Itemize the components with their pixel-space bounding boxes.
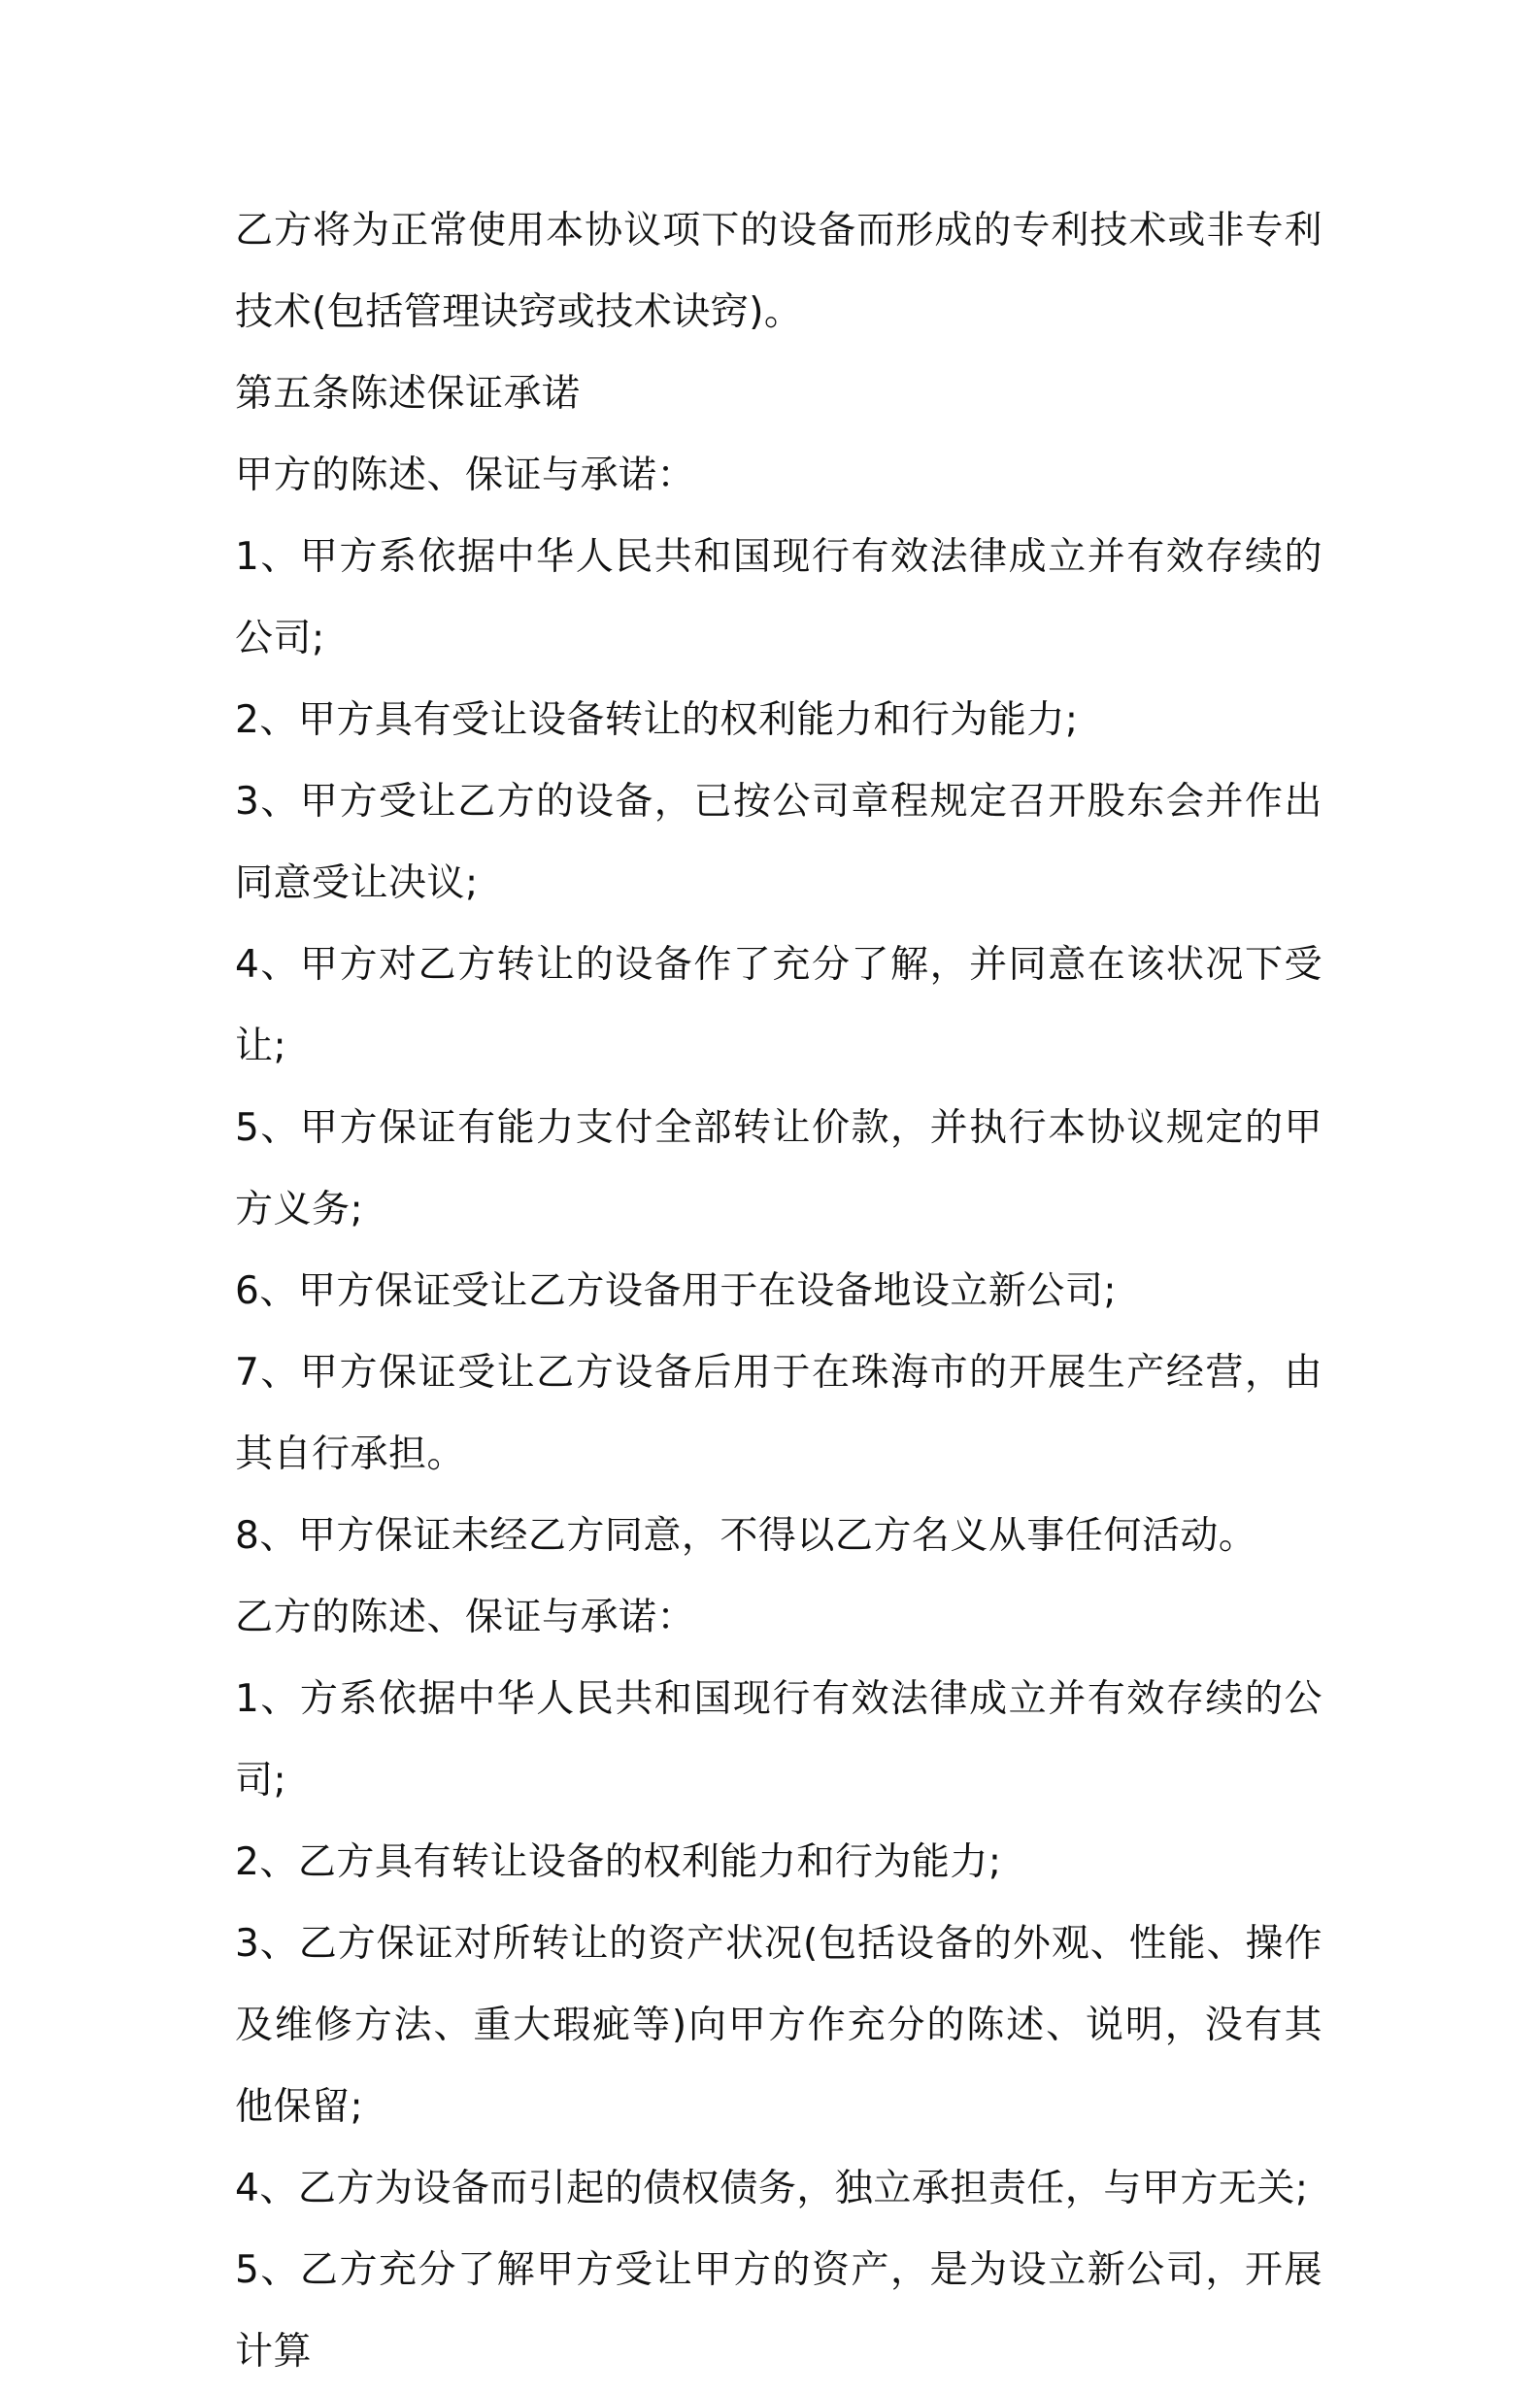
party-a-item-4: 4、甲方对乙方转让的设备作了充分了解，并同意在该状况下受让; <box>235 943 1322 1068</box>
party-b-representations-heading: 乙方的陈述、保证与承诺： <box>235 1596 696 1639</box>
party-b-item-4: 4、乙方为设备而引起的债权债务，独立承担责任，与甲方无关; <box>235 2167 1309 2210</box>
party-b-item-1: 1、方系依据中华人民共和国现行有效法律成立并有效存续的公司; <box>235 1677 1322 1803</box>
party-a-item-3: 3、甲方受让乙方的设备，已按公司章程规定召开股东会并作出同意受让决议; <box>235 780 1322 905</box>
party-a-item-8: 8、甲方保证未经乙方同意，不得以乙方名义从事任何活动。 <box>235 1514 1257 1558</box>
party-a-item-7: 7、甲方保证受让乙方设备后用于在珠海市的开展生产经营，由其自行承担。 <box>235 1351 1322 1476</box>
party-b-item-3: 3、乙方保证对所转让的资产状况(包括设备的外观、性能、操作及维修方法、重大瑕疵等)向甲方作充分的陈述、说明，没有其他保留; <box>235 1922 1322 2129</box>
paragraph-patent-technology: 乙方将为正常使用本协议项下的设备而形成的专利技术或非专利技术(包括管理诀窍或技术诀窍)。 <box>235 209 1322 334</box>
party-b-item-5: 5、乙方充分了解甲方受让甲方的资产，是为设立新公司，开展计算 <box>235 2248 1322 2374</box>
party-a-item-6: 6、甲方保证受让乙方设备用于在设备地设立新公司; <box>235 1269 1117 1313</box>
party-b-item-2: 2、乙方具有转让设备的权利能力和行为能力; <box>235 1840 1002 1884</box>
document-body <box>235 190 1322 2393</box>
section-heading-article-5: 第五条陈述保证承诺 <box>235 372 581 416</box>
party-a-item-2: 2、甲方具有受让设备转让的权利能力和行为能力; <box>235 698 1079 742</box>
party-a-representations-heading: 甲方的陈述、保证与承诺： <box>235 454 696 497</box>
party-a-item-1: 1、甲方系依据中华人民共和国现行有效法律成立并有效存续的公司; <box>235 535 1322 660</box>
party-a-item-5: 5、甲方保证有能力支付全部转让价款，并执行本协议规定的甲方义务; <box>235 1106 1322 1231</box>
